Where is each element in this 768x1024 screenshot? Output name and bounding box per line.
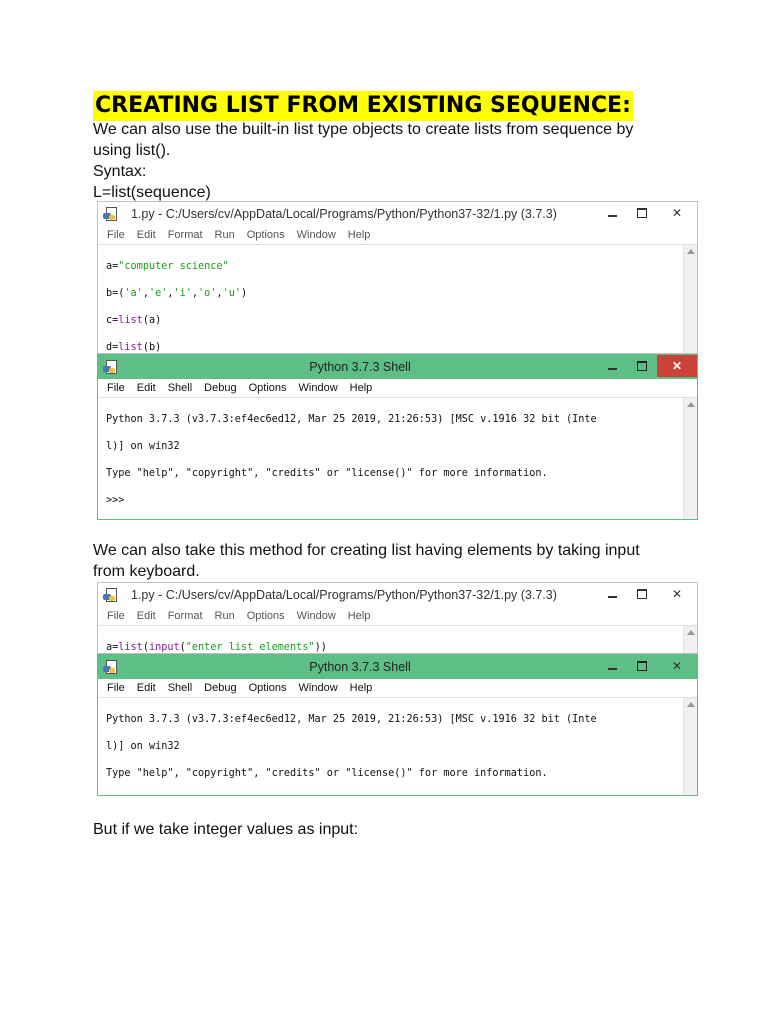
close-icon[interactable]: ✕ <box>671 659 683 673</box>
shell-line: Python 3.7.3 (v3.7.3:ef4ec6ed12, Mar 25 2019, 21:26:53) [MSC v.1916 32 bit (Inte <box>106 714 597 726</box>
menu-run[interactable]: Run <box>214 229 235 241</box>
editor-code-area-1[interactable] <box>98 245 697 354</box>
window-controls <box>597 202 697 226</box>
editor-code-area-2[interactable] <box>98 626 697 654</box>
minimize-icon[interactable] <box>597 655 627 677</box>
code-line: b=('a','e','i','o','u') <box>106 288 248 300</box>
shell-window-1 <box>97 354 698 520</box>
editor-title-2: 1.py - C:/Users/cv/AppData/Local/Programs/Python/Python37-32/1.py (3.7.3) <box>131 588 557 602</box>
close-icon[interactable]: ✕ <box>671 206 683 220</box>
menu-window[interactable]: Window <box>298 382 338 394</box>
shell-menubar-2 <box>98 679 697 698</box>
menu-window[interactable]: Window <box>296 610 336 622</box>
menu-edit[interactable]: Edit <box>136 229 156 241</box>
paragraph-2-line-2: from keyboard. <box>93 563 200 580</box>
shell-scrollbar-1[interactable] <box>683 398 697 520</box>
menu-file[interactable]: File <box>107 610 125 622</box>
maximize-icon[interactable] <box>627 583 657 605</box>
close-icon[interactable]: ✕ <box>657 355 697 377</box>
intro-line-1: We can also use the built-in list type objects to create lists from sequence by <box>93 121 634 138</box>
intro-paragraph <box>93 119 703 203</box>
minimize-icon[interactable] <box>597 355 627 377</box>
paragraph-2-line-1: We can also take this method for creating list having elements by taking input <box>93 542 640 559</box>
editor-menubar-1 <box>98 226 697 245</box>
menu-shell[interactable]: Shell <box>167 382 193 394</box>
shell-prompt: >>> <box>106 494 131 506</box>
menu-file[interactable]: File <box>107 229 125 241</box>
minimize-icon[interactable] <box>597 202 627 224</box>
menu-edit[interactable]: Edit <box>136 610 156 622</box>
syntax-code: L=list(sequence) <box>93 184 211 201</box>
shell-window-2 <box>97 654 698 796</box>
shell-line: Type "help", "copyright", "credits" or "license()" for more information. <box>106 768 548 780</box>
shell-scrollbar-2[interactable] <box>683 698 697 796</box>
menu-edit[interactable]: Edit <box>136 682 156 694</box>
shell-output-area-2[interactable] <box>98 698 697 796</box>
paragraph-2 <box>93 540 703 582</box>
menu-help[interactable]: Help <box>349 682 373 694</box>
shell-title-2: Python 3.7.3 Shell <box>309 660 411 674</box>
menu-run[interactable]: Run <box>214 610 235 622</box>
editor-titlebar-1[interactable] <box>98 202 697 226</box>
menu-help[interactable]: Help <box>347 610 371 622</box>
editor-window-1 <box>97 201 698 354</box>
editor-title-1: 1.py - C:/Users/cv/AppData/Local/Programs/Python/Python37-32/1.py (3.7.3) <box>131 207 557 221</box>
shell-titlebar-1[interactable] <box>98 355 697 379</box>
maximize-icon[interactable] <box>627 355 657 377</box>
shell-output-area-1[interactable] <box>98 398 697 520</box>
menu-debug[interactable]: Debug <box>204 682 237 694</box>
shell-titlebar-2[interactable] <box>98 655 697 679</box>
menu-help[interactable]: Help <box>347 229 371 241</box>
syntax-label: Syntax: <box>93 163 147 180</box>
menu-debug[interactable]: Debug <box>204 382 237 394</box>
menu-edit[interactable]: Edit <box>136 382 156 394</box>
editor-window-2 <box>97 582 698 654</box>
shell-title-1: Python 3.7.3 Shell <box>309 360 411 374</box>
close-icon[interactable]: ✕ <box>671 587 683 601</box>
python-idle-icon <box>103 587 119 603</box>
shell-line: Python 3.7.3 (v3.7.3:ef4ec6ed12, Mar 25 2019, 21:26:53) [MSC v.1916 32 bit (Inte <box>106 414 597 426</box>
code-line: c=list(a) <box>106 315 162 327</box>
menu-window[interactable]: Window <box>298 682 338 694</box>
code-line: a="computer science" <box>106 261 229 273</box>
code-line: a=list(input("enter list elements")) <box>106 642 327 654</box>
window-controls <box>597 655 697 679</box>
python-idle-icon <box>103 206 119 222</box>
maximize-icon[interactable] <box>627 202 657 224</box>
paragraph-3: But if we take integer values as input: <box>93 821 359 838</box>
menu-options[interactable]: Options <box>248 682 287 694</box>
menu-shell[interactable]: Shell <box>167 682 193 694</box>
menu-window[interactable]: Window <box>296 229 336 241</box>
shell-line: l)] on win32 <box>106 441 180 453</box>
menu-file[interactable]: File <box>107 382 125 394</box>
shell-line: l)] on win32 <box>106 741 180 753</box>
page-heading: CREATING LIST FROM EXISTING SEQUENCE: <box>93 91 633 121</box>
menu-file[interactable]: File <box>107 682 125 694</box>
menu-options[interactable]: Options <box>248 382 287 394</box>
menu-options[interactable]: Options <box>246 229 285 241</box>
shell-menubar-1 <box>98 379 697 398</box>
menu-options[interactable]: Options <box>246 610 285 622</box>
menu-format[interactable]: Format <box>167 229 203 241</box>
window-controls <box>597 583 697 607</box>
minimize-icon[interactable] <box>597 583 627 605</box>
editor-menubar-2 <box>98 607 697 626</box>
shell-prompt <box>106 794 697 796</box>
maximize-icon[interactable] <box>627 655 657 677</box>
intro-line-2: using list(). <box>93 142 171 159</box>
editor-scrollbar-1[interactable] <box>683 245 697 354</box>
code-line: d=list(b) <box>106 341 162 353</box>
editor-scrollbar-2[interactable] <box>683 626 697 654</box>
shell-line: Type "help", "copyright", "credits" or "license()" for more information. <box>106 468 548 480</box>
menu-help[interactable]: Help <box>349 382 373 394</box>
menu-format[interactable]: Format <box>167 610 203 622</box>
editor-titlebar-2[interactable] <box>98 583 697 607</box>
window-controls <box>597 355 697 379</box>
